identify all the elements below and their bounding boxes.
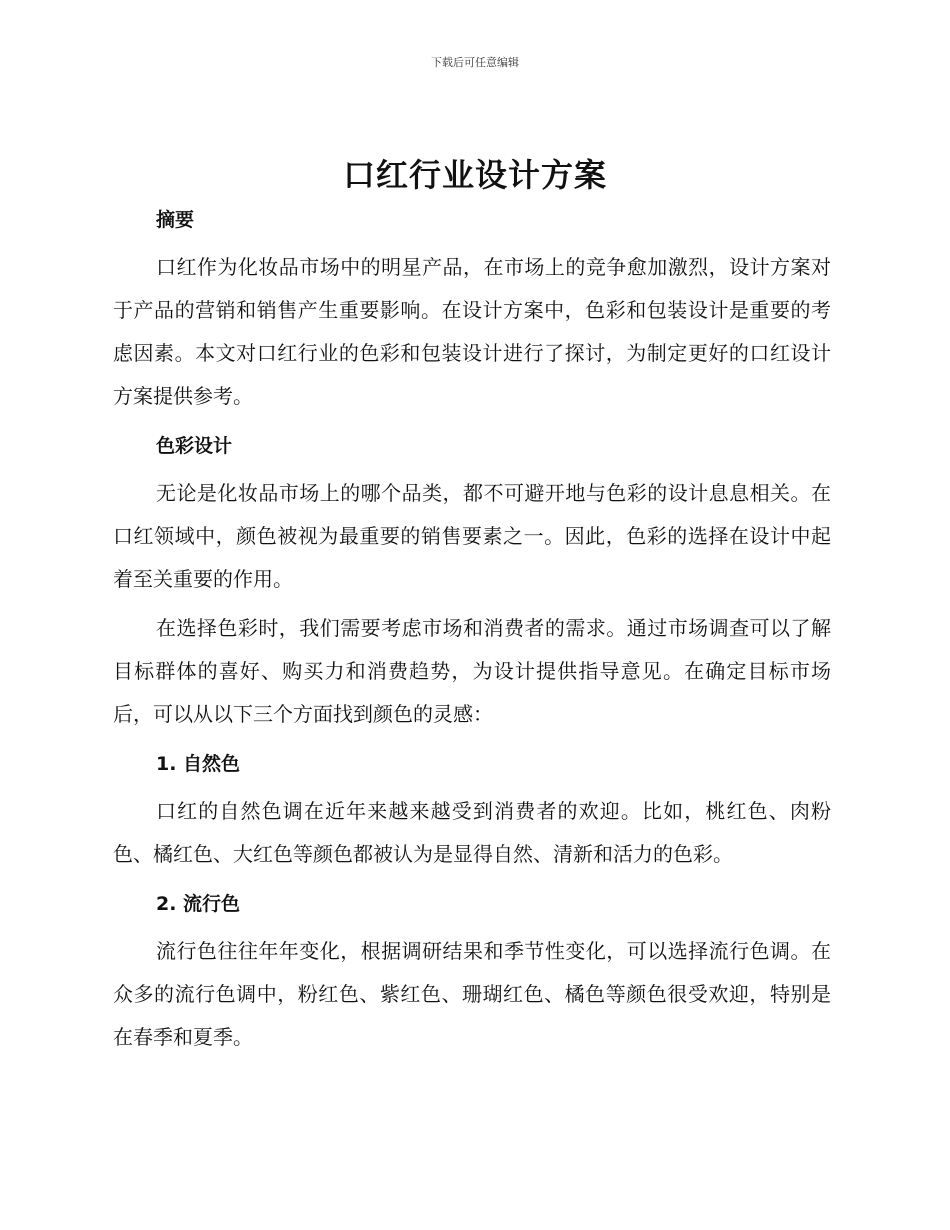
document-title: 口红行业设计方案: [342, 156, 607, 194]
subheading-trend-color: 2. 流行色: [156, 893, 241, 915]
paragraph-trend-color: 流行色往往年年变化，根据调研结果和季节性变化，可以选择流行色调。在众多的流行色调中，粉红色、紫红色、珊瑚红色、橘色等颜色很受欢迎，特别是在春季和夏季。: [113, 939, 831, 1049]
section-heading-color-design: 色彩设计: [156, 435, 233, 457]
subheading-natural-color: 1. 自然色: [156, 753, 241, 775]
header-note: 下载后可任意编辑: [431, 56, 519, 69]
document-body: [113, 198, 831, 1065]
paragraph-abstract: 口红作为化妆品市场中的明星产品，在市场上的竞争愈加激烈，设计方案对于产品的营销和销售产生重要影响。在设计方案中，色彩和包装设计是重要的考虑因素。本文对口红行业的色彩和包装设计进行了探讨，为制定更好的口红设计方案提供参考。: [113, 255, 831, 408]
paragraph-color-intro: 无论是化妆品市场上的哪个品类，都不可避开地与色彩的设计息息相关。在口红领域中，颜色被视为最重要的销售要素之一。因此，色彩的选择在设计中起着至关重要的作用。: [113, 481, 831, 591]
paragraph-color-selection: 在选择色彩时，我们需要考虑市场和消费者的需求。通过市场调查可以了解目标群体的喜好、购买力和消费趋势，为设计提供指导意见。在确定目标市场后，可以从以下三个方面找到颜色的灵感：: [113, 616, 831, 726]
paragraph-natural-color: 口红的自然色调在近年来越来越受到消费者的欢迎。比如，桃红色、肉粉色、橘红色、大红色等颜色都被认为是显得自然、清新和活力的色彩。: [113, 799, 831, 866]
section-heading-abstract: 摘要: [156, 209, 195, 231]
